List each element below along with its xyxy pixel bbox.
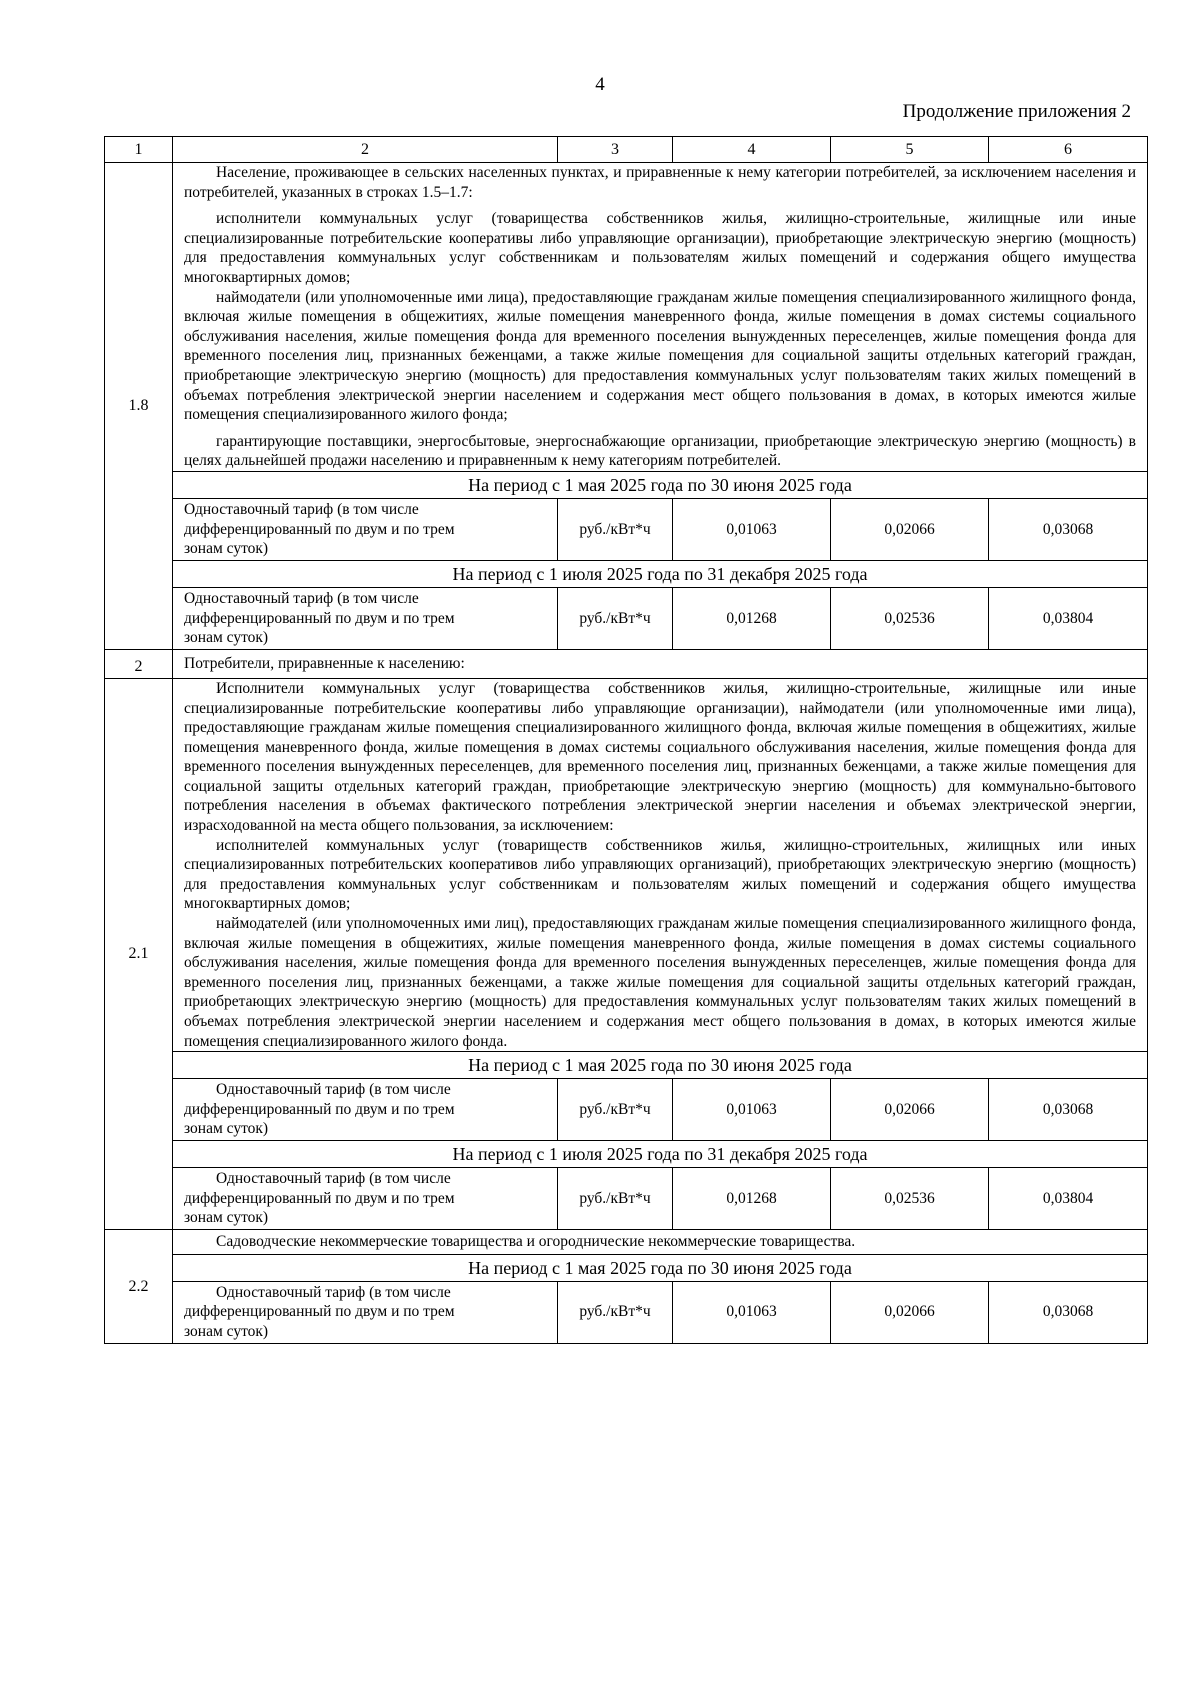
table-row [105, 649, 1148, 678]
paragraph: исполнителей коммунальных услуг (товариществ собственников жилья, жилищно-строительных, жилищных или иных специализированных потребительских кооперативов либо управляющих организаций), приобретающих электрическую энергию (мощность) для предоставления коммунальных услуг собственникам и пользователям жилых помещений и содержания общего имущества многоквартирных домов; [184, 836, 1136, 913]
section-description [173, 1230, 1148, 1255]
rate-cell: 0,03068 [989, 1281, 1148, 1343]
paragraph: Садоводческие некоммерческие товарищества и огороднические некоммерческие товарищества. [216, 1233, 856, 1251]
tariff-label: Одноставочный тариф (в том числе дифференцированный по двум и по трем зонам суток) [173, 498, 558, 560]
table-row [105, 678, 1148, 1051]
table-row [105, 1230, 1148, 1255]
rate-cell: 0,02066 [831, 1079, 989, 1141]
rate-cell: 0,01063 [673, 1281, 831, 1343]
paragraph: наймодатели (или уполномоченные ими лица), предоставляющие гражданам жилые помещения специализированного жилищного фонда, включая жилые помещения в общежитиях, жилые помещения маневренного фонда, жилые помещения в домах системы социального обслуживания населения, жилые помещения фонда для временного поселения вынужденных переселенцев, жилые помещения фонда для временного поселения лиц, признанных беженцами, а также жилые помещения для социальной защиты отдельных категорий граждан, приобретающие электрическую энергию (мощность) для предоставления коммунальных услуг пользователям таких жилых помещений в объемах потребления электрической энергии населением и содержания мест общего пользования в домах, в которых имеются жилые помещения специализированного жилого фонда; [184, 288, 1136, 424]
rate-cell: 0,01268 [673, 1168, 831, 1230]
column-header: 4 [673, 137, 831, 163]
period-heading: На период с 1 мая 2025 года по 30 июня 2025 года [173, 1052, 1148, 1079]
table-header-row [105, 137, 1148, 163]
column-header: 2 [173, 137, 558, 163]
period-heading: На период с 1 июля 2025 года по 31 декабря 2025 года [173, 1141, 1148, 1168]
paragraph: гарантирующие поставщики, энергосбытовые, энергоснабжающие организации, приобретающие электрическую энергию (мощность) в целях дальнейшей продажи населению и приравненным к нему категориям потребителей. [184, 432, 1136, 470]
rate-cell: 0,02066 [831, 498, 989, 560]
section-description: Потребители, приравненные к населению: [173, 649, 1148, 678]
period-heading: На период с 1 июля 2025 года по 31 декабря 2025 года [173, 560, 1148, 587]
column-header: 6 [989, 137, 1148, 163]
rate-cell: 0,02536 [831, 1168, 989, 1230]
tariff-label: Одноставочный тариф (в том числе дифференцированный по двум и по трем зонам суток) [173, 1281, 558, 1343]
table-row [105, 1254, 1148, 1281]
period-heading: На период с 1 мая 2025 года по 30 июня 2025 года [173, 1254, 1148, 1281]
row-number: 2.1 [105, 678, 173, 1229]
table-row [105, 1281, 1148, 1343]
paragraph: исполнители коммунальных услуг (товарищества собственников жилья, жилищно-строительные, жилищные или иные специализированные потребительские кооперативы либо управляющие организации), приобретающие электрическую энергию (мощность) для предоставления коммунальных услуг собственникам и пользователям жилых помещений и содержания общего имущества многоквартирных домов; [184, 210, 1136, 286]
column-header: 1 [105, 137, 173, 163]
table-row [105, 163, 1148, 472]
section-description [173, 678, 1148, 1051]
period-heading: На период с 1 мая 2025 года по 30 июня 2025 года [173, 471, 1148, 498]
tariff-label: Одноставочный тариф (в том числе дифференцированный по двум и по трем зонам суток) [173, 1168, 558, 1230]
section-description [173, 163, 1148, 472]
table-row [105, 1052, 1148, 1079]
tariff-label: Одноставочный тариф (в том числе дифференцированный по двум и по трем зонам суток) [173, 1079, 558, 1141]
unit-cell: руб./кВт*ч [558, 587, 673, 649]
page-number: 4 [595, 74, 605, 95]
table-row [105, 560, 1148, 587]
table-row [105, 1079, 1148, 1141]
row-number: 2.2 [105, 1230, 173, 1344]
rate-cell: 0,01268 [673, 587, 831, 649]
unit-cell: руб./кВт*ч [558, 1168, 673, 1230]
table-row [105, 498, 1148, 560]
paragraph: Население, проживающее в сельских населенных пунктах, и приравненные к нему категории потребителей, за исключением населения и потребителей, указанных в строках 1.5–1.7: [184, 164, 1136, 201]
continuation-heading: Продолжение приложения 2 [902, 101, 1131, 122]
paragraph: наймодателей (или уполномоченных ими лиц), предоставляющих гражданам жилые помещения специализированного жилищного фонда, включая жилые помещения в общежитиях, жилые помещения маневренного фонда, жилые помещения в домах системы социального обслуживания населения, жилые помещения фонда для временного поселения вынужденных переселенцев, жилые помещения фонда для временного поселения лиц, признанных беженцами, а также жилые помещения для социальной защиты отдельных категорий граждан, приобретающих электрическую энергию (мощность) для предоставления коммунальных услуг пользователям таких жилых помещений в объемах потребления электрической энергии населением и содержания мест общего пользования в домах, в которых имеются жилые помещения специализированного жилого фонда. [184, 915, 1136, 1050]
table-row [105, 587, 1148, 649]
table-row [105, 1168, 1148, 1230]
column-header: 3 [558, 137, 673, 163]
unit-cell: руб./кВт*ч [558, 1079, 673, 1141]
row-number: 1.8 [105, 163, 173, 650]
column-header: 5 [831, 137, 989, 163]
paragraph: Исполнители коммунальных услуг (товарищества собственников жилья, жилищно-строительные, жилищные или иные специализированные потребительские кооперативы либо управляющие организации), наймодатели (или уполномоченные ими лица), предоставляющие гражданам жилые помещения специализированного жилищного фонда, включая жилые помещения в общежитиях, жилые помещения маневренного фонда, жилые помещения в домах системы социального обслуживания населения, жилые помещения фонда для временного поселения вынужденных переселенцев, для временного поселения лиц, признанных беженцами, а также жилые помещения для социальной защиты отдельных категорий граждан, приобретающие электрическую энергию (мощность) для коммунально-бытового потребления населения в объемах фактического потребления электрической энергии населения и объемах электрической энергии, израсходованной на места общего пользования, за исключением: [184, 679, 1136, 835]
rate-cell: 0,02536 [831, 587, 989, 649]
unit-cell: руб./кВт*ч [558, 1281, 673, 1343]
rate-cell: 0,02066 [831, 1281, 989, 1343]
rate-cell: 0,03804 [989, 1168, 1148, 1230]
table-row [105, 471, 1148, 498]
rate-cell: 0,03068 [989, 1079, 1148, 1141]
tariff-table [104, 136, 1148, 1344]
rate-cell: 0,03068 [989, 498, 1148, 560]
row-number: 2 [105, 649, 173, 678]
rate-cell: 0,01063 [673, 498, 831, 560]
unit-cell: руб./кВт*ч [558, 498, 673, 560]
tariff-label: Одноставочный тариф (в том числе дифференцированный по двум и по трем зонам суток) [173, 587, 558, 649]
table-row [105, 1141, 1148, 1168]
rate-cell: 0,03804 [989, 587, 1148, 649]
rate-cell: 0,01063 [673, 1079, 831, 1141]
